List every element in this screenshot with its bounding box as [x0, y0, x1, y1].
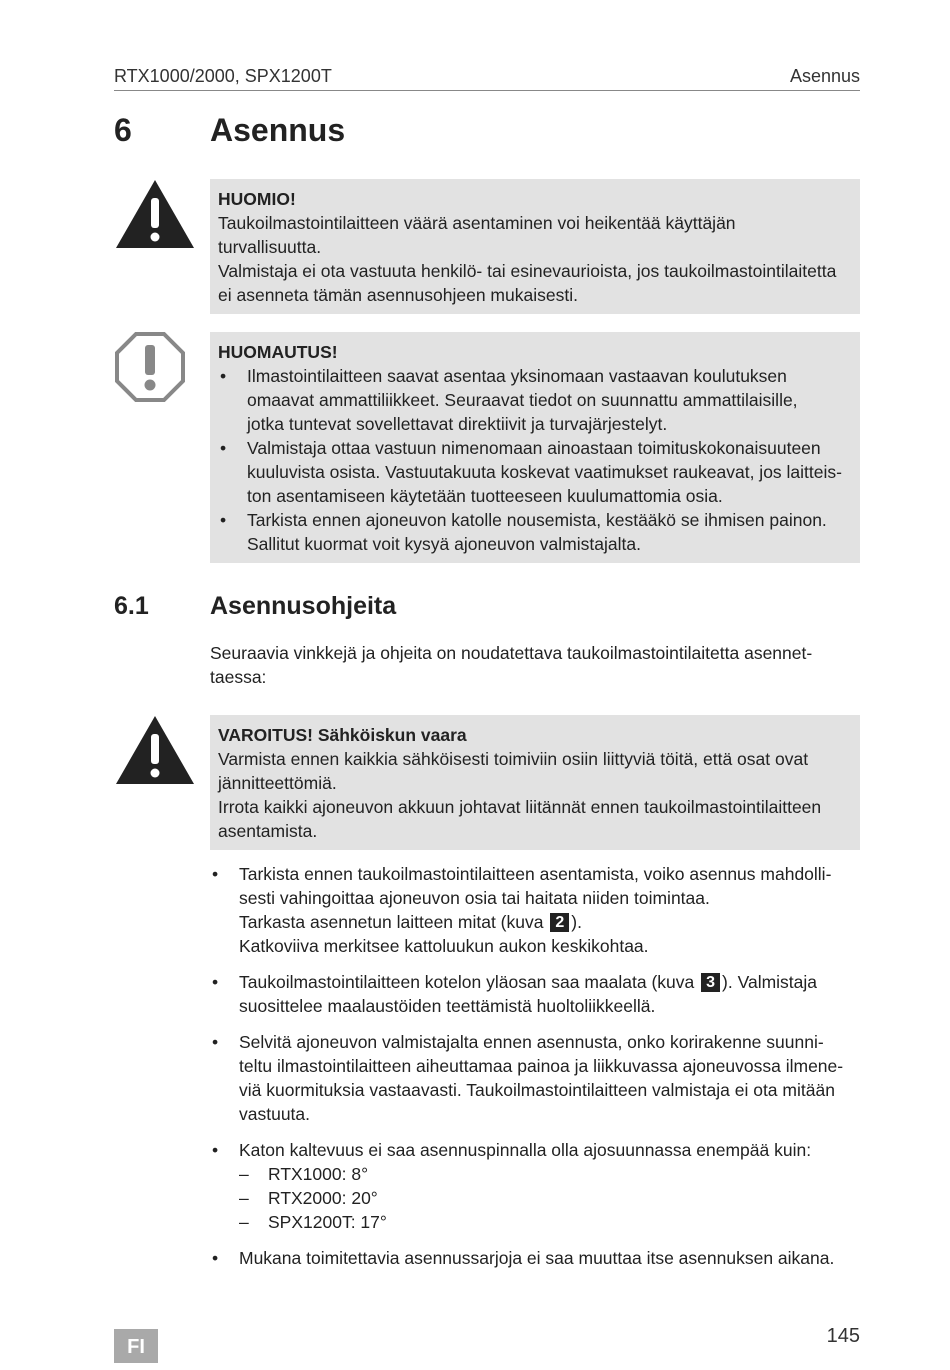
instruction-line: viä kuormituksia vastaavasti. Taukoilmastointilaitteen valmistaja ei ota mitään	[239, 1080, 835, 1100]
warning-text-line: jännitteettömiä.	[218, 773, 337, 793]
language-tab: FI	[114, 1329, 158, 1363]
instruction-line: • Katon kaltevuus ei saa asennuspinnalla olla ajosuunnassa enempää kuin:	[239, 1140, 812, 1160]
running-header-section: Asennus	[789, 66, 860, 86]
notice-item	[218, 436, 852, 508]
notice-item-line: Sallitut kuormat voit kysyä ajoneuvon valmistajalta.	[247, 534, 641, 554]
page-number: 145	[826, 1325, 860, 1347]
instruction-line	[239, 970, 860, 994]
figure-reference: 2	[550, 913, 569, 932]
intro-line: Seuraavia vinkkejä ja ohjeita on noudatettava taukoilmastointilaitetta asennet-	[210, 643, 813, 663]
notice-item	[218, 508, 852, 556]
section-title: Asennus	[210, 112, 346, 148]
instruction-item	[210, 862, 860, 958]
roof-slope-list	[239, 1162, 860, 1234]
roof-slope-item: – RTX1000: 8°	[239, 1162, 860, 1186]
roof-slope-item: – SPX1200T: 17°	[239, 1210, 860, 1234]
intro-line: taessa:	[210, 667, 267, 687]
instruction-text: Taukoilmastointilaitteen kotelon yläosan saa maalata (kuva	[239, 972, 700, 992]
instruction-line: suosittelee maalaustöiden teettämistä huoltoliikkeellä.	[239, 996, 656, 1016]
warning-title: VAROITUS! Sähköiskun vaara	[218, 725, 467, 745]
instruction-item	[210, 1246, 860, 1270]
header-rule	[114, 90, 860, 91]
warning-triangle-icon	[114, 714, 196, 786]
notice-item-line: • Tarkista ennen ajoneuvon katolle nousemista, kestääkö se ihmisen painon.	[247, 510, 827, 530]
warning-text-line: Irrota kaikki ajoneuvon akkuun johtavat liitännät ennen taukoilmastointilaitteen	[218, 797, 822, 817]
caution-box	[210, 179, 860, 314]
caution-text-line: turvallisuutta.	[218, 237, 322, 257]
caution-title: HUOMIO!	[218, 189, 296, 209]
instruction-text: Tarkasta asennetun laitteen mitat (kuva	[239, 912, 549, 932]
notice-box	[210, 332, 860, 563]
notice-item-line: ton asentamiseen käytetään tuotteeseen kuulumattomia osia.	[247, 486, 723, 506]
notice-item-line: • Ilmastointilaitteen saavat asentaa yksinomaan vastaavan koulutuksen	[247, 366, 787, 386]
notice-item	[218, 364, 852, 436]
instruction-line: sesti vahingoittaa ajoneuvon osia tai haitata niiden toimintaa.	[239, 888, 710, 908]
instruction-line: • Mukana toimitettavia asennussarjoja ei saa muuttaa itse asennuksen aikana.	[239, 1248, 835, 1268]
instruction-line: vastuuta.	[239, 1104, 311, 1124]
instruction-item	[210, 1030, 860, 1126]
warning-text-line: asentamista.	[218, 821, 318, 841]
section-number: 6	[114, 112, 132, 148]
subsection-number: 6.1	[114, 592, 149, 620]
intro-paragraph	[210, 641, 850, 689]
instruction-item	[210, 1138, 860, 1234]
warning-triangle-icon	[114, 178, 196, 250]
notice-item-line: • Valmistaja ottaa vastuun nimenomaan ainoastaan toimituskokonaisuuteen	[247, 438, 821, 458]
electric-shock-warning-box	[210, 715, 860, 850]
instruction-line: Katkoviiva merkitsee kattoluukun aukon keskikohtaa.	[239, 936, 649, 956]
warning-text-line: Varmista ennen kaikkia sähköisesti toimiviin osiin liittyviä töitä, että osat ovat	[218, 749, 809, 769]
instruction-line: • Selvitä ajoneuvon valmistajalta ennen asennusta, onko korirakenne suunni-	[239, 1032, 824, 1052]
instruction-item	[210, 970, 860, 1018]
roof-slope-item: – RTX2000: 20°	[239, 1186, 860, 1210]
running-header-title: RTX1000/2000, SPX1200T	[114, 66, 332, 86]
instruction-line	[239, 910, 860, 934]
notice-title: HUOMAUTUS!	[218, 342, 338, 362]
caution-text-line: ei asenneta tämän asennusohjeen mukaisesti.	[218, 285, 578, 305]
notice-item-line: omaavat ammattiliikkeet. Seuraavat tiedot on suunnattu ammattilaisille,	[247, 390, 798, 410]
notice-item-line: kuuluvista osista. Vastuutakuuta koskevat vaatimukset raukeavat, jos laitteis-	[247, 462, 842, 482]
instruction-list	[210, 862, 860, 1282]
exclamation-octagon-icon	[114, 331, 186, 403]
caution-text-line: Taukoilmastointilaitteen väärä asentaminen voi heikentää käyttäjän	[218, 213, 736, 233]
figure-reference: 3	[701, 973, 720, 992]
subsection-title: Asennusohjeita	[210, 592, 397, 620]
instruction-line: teltu ilmastointilaitteen aiheuttamaa painoa ja liikkuvassa ajoneuvossa ilmene-	[239, 1056, 844, 1076]
caution-text-line: Valmistaja ei ota vastuuta henkilö- tai esinevaurioista, jos taukoilmastointilaitetta	[218, 261, 837, 281]
notice-item-line: jotka tuntevat sovellettavat direktiivit ja turvajärjestelyt.	[247, 414, 668, 434]
instruction-text: ). Valmistaja	[722, 972, 818, 992]
instruction-line: • Tarkista ennen taukoilmastointilaitteen asentamista, voiko asennus mahdolli-	[239, 864, 832, 884]
instruction-text: ).	[571, 912, 582, 932]
